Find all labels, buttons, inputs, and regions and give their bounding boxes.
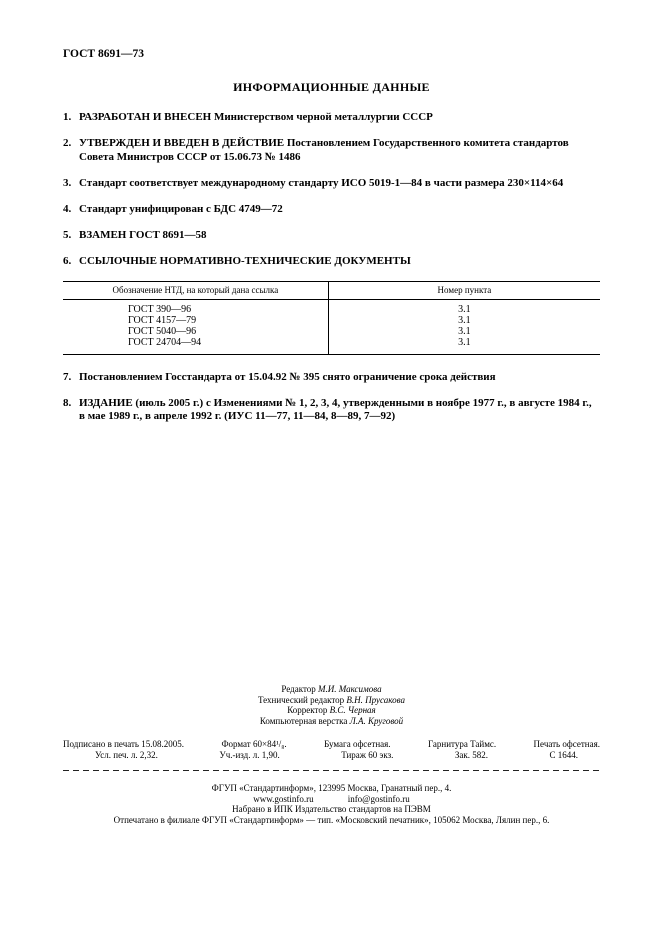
cell-punkt: 3.1: [458, 303, 471, 315]
staff-line: [63, 695, 600, 706]
print-info-item: Печать офсетная.: [533, 739, 600, 749]
table-row: [63, 315, 600, 326]
table-header-punkt: Номер пункта: [329, 282, 600, 300]
staff-line: [63, 705, 600, 716]
table-header-row: [63, 282, 600, 300]
item-text: УТВЕРЖДЕН И ВВЕДЕН В ДЕЙСТВИЕ Постановлением Государственного комитета стандартов Совета Министров СССР от 15.06.73 № 1486: [79, 137, 569, 163]
footer-website: www.gostinfo.ru: [253, 793, 314, 804]
item-number: 1.: [63, 111, 72, 123]
print-info: [63, 739, 600, 761]
staff-role: Технический редактор: [257, 694, 345, 705]
print-info-item: Усл. печ. л. 2,32.: [95, 750, 158, 760]
footer-contacts: [63, 794, 600, 805]
print-info-item: Зак. 582.: [454, 750, 489, 760]
editorial-staff: [63, 684, 600, 726]
item-number: 7.: [63, 370, 72, 383]
item-text: ВЗАМЕН ГОСТ 8691—58: [79, 228, 207, 241]
print-info-item: Гарнитура Таймс.: [427, 739, 497, 749]
staff-name: Л.А. Круговой: [349, 715, 404, 726]
table-row: [63, 337, 600, 354]
table-body: [63, 300, 600, 354]
table-row: [63, 300, 600, 315]
list-item-5: [63, 229, 600, 243]
page-title: ИНФОРМАЦИОННЫЕ ДАННЫЕ: [233, 80, 430, 94]
staff-role: Редактор: [281, 684, 316, 694]
publisher-footer: [63, 783, 600, 825]
dashed-separator: [63, 770, 600, 771]
cell-ntd: ГОСТ 4157—79: [63, 315, 329, 326]
staff-role: Корректор: [287, 705, 328, 715]
cell-punkt: 3.1: [458, 325, 471, 337]
item-number: 8.: [63, 396, 72, 409]
item-text: Стандарт соответствует международному стандарту ИСО 5019-1—84 в части размера 230×114×64: [79, 176, 564, 189]
cell-ntd: ГОСТ 24704—94: [63, 337, 329, 354]
item-number: 2.: [63, 137, 72, 149]
print-info-item: Формат 60×84¹/₈.: [221, 739, 287, 749]
list-item-8: [63, 397, 600, 424]
staff-name: М.И. Максимова: [318, 684, 382, 694]
item-text: Постановлением Госстандарта от 15.04.92 № 395 снято ограничение срока действия: [79, 370, 496, 383]
print-info-item: С 1644.: [549, 750, 578, 760]
cell-punkt: 3.1: [458, 314, 471, 326]
cell-punkt: 3.1: [458, 336, 471, 348]
references-table: [63, 281, 600, 355]
table-row: [63, 326, 600, 337]
list-item-1: [63, 111, 600, 125]
staff-name: В.С. Черная: [329, 705, 376, 715]
list-item-3: [63, 177, 600, 191]
footer-typeset: Набрано в ИПК Издательство стандартов на ПЭВМ: [232, 804, 431, 814]
list-item-7: [63, 371, 600, 385]
item-number: 3.: [63, 176, 72, 189]
print-info-item: Тираж 60 экз.: [341, 750, 394, 760]
item-text: ИЗДАНИЕ (июль 2005 г.) с Изменениями № 1, 2, 3, 4, утвержденными в ноябре 1977 г., в августе 1984 г., в мае 1989 г., в апреле 1992 г. (ИУС 11—77, 11—84, 8—89, 7—92): [79, 396, 592, 422]
item-text: Стандарт унифицирован с БДС 4749—72: [79, 202, 283, 215]
footer-email: info@gostinfo.ru: [347, 793, 410, 804]
footer-address: ФГУП «Стандартинформ», 123995 Москва, Гранатный пер., 4.: [211, 783, 452, 793]
list-item-4: [63, 203, 600, 217]
item-number: 6.: [63, 254, 72, 267]
item-number: 5.: [63, 228, 72, 241]
list-item-6: [63, 255, 600, 269]
cell-ntd: ГОСТ 390—96: [63, 300, 329, 315]
print-info-row-2: [63, 750, 600, 761]
staff-line: [63, 684, 600, 695]
print-info-item: Бумага офсетная.: [324, 739, 391, 749]
footer-printed: Отпечатано в филиале ФГУП «Стандартинформ» — тип. «Московский печатник», 105062 Москва, Лялин пер., 6.: [113, 814, 550, 825]
staff-line: [63, 716, 600, 727]
list-item-2: [63, 137, 600, 164]
item-number: 4.: [63, 202, 72, 215]
print-info-item: Подписано в печать 15.08.2005.: [63, 739, 185, 749]
staff-role: Компьютерная верстка: [259, 715, 348, 726]
imprint-block: [63, 684, 600, 825]
print-info-row-1: [63, 739, 600, 750]
table-header-ntd: Обозначение НТД, на который дана ссылка: [63, 282, 329, 300]
staff-name: В.Н. Прусакова: [346, 694, 406, 705]
doc-number: ГОСТ 8691—73: [63, 48, 144, 60]
print-info-item: Уч.-изд. л. 1,90.: [219, 750, 280, 760]
item-text: ССЫЛОЧНЫЕ НОРМАТИВНО-ТЕХНИЧЕСКИЕ ДОКУМЕНТЫ: [79, 254, 411, 267]
cell-ntd: ГОСТ 5040—96: [63, 326, 329, 337]
numbered-items: [63, 111, 600, 424]
item-text: РАЗРАБОТАН И ВНЕСЕН Министерством черной металлургии СССР: [79, 111, 433, 123]
